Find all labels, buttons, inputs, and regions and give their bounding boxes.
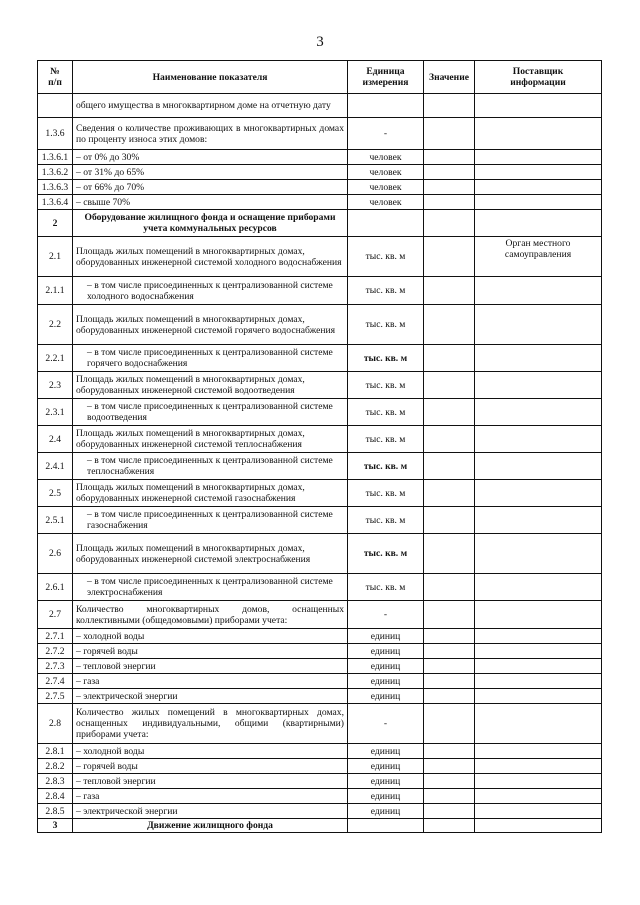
indicator-name: – газа — [73, 789, 348, 804]
information-supplier — [475, 534, 602, 574]
indicator-value — [424, 480, 475, 507]
table-row — [38, 94, 602, 118]
information-supplier — [475, 345, 602, 372]
table-row — [38, 345, 602, 372]
information-supplier — [475, 819, 602, 833]
row-number: 2.6 — [38, 534, 73, 574]
indicator-value — [424, 195, 475, 210]
row-number: 2.7.2 — [38, 644, 73, 659]
unit-of-measure: единиц — [348, 659, 424, 674]
indicator-value — [424, 659, 475, 674]
unit-of-measure: единиц — [348, 789, 424, 804]
table-row — [38, 744, 602, 759]
information-supplier — [475, 774, 602, 789]
row-number: 1.3.6.3 — [38, 180, 73, 195]
table-row — [38, 195, 602, 210]
unit-of-measure: единиц — [348, 759, 424, 774]
row-number: 2.7 — [38, 601, 73, 629]
table-row — [38, 165, 602, 180]
indicator-value — [424, 601, 475, 629]
indicator-value — [424, 744, 475, 759]
indicator-name: Количество многоквартирных домов, оснащенных коллективными (общедомовыми) приборами учета: — [73, 601, 348, 629]
unit-of-measure: тыс. кв. м — [348, 453, 424, 480]
indicator-name: – в том числе присоединенных к централизованной системе теплоснабжения — [73, 453, 348, 480]
information-supplier — [475, 94, 602, 118]
indicator-value — [424, 774, 475, 789]
row-number: 2 — [38, 210, 73, 237]
table-row — [38, 305, 602, 345]
header-supplier: Поставщик информации — [475, 61, 602, 94]
row-number: 2.7.3 — [38, 659, 73, 674]
indicator-name: общего имущества в многоквартирном доме на отчетную дату — [73, 94, 348, 118]
indicator-name: Площадь жилых помещений в многоквартирных домах, оборудованных инженерной системой газоснабжения — [73, 480, 348, 507]
unit-of-measure: тыс. кв. м — [348, 574, 424, 601]
row-number: 2.8.3 — [38, 774, 73, 789]
row-number — [38, 94, 73, 118]
indicator-value — [424, 759, 475, 774]
unit-of-measure: единиц — [348, 804, 424, 819]
table-row — [38, 804, 602, 819]
table-body — [38, 94, 602, 833]
indicator-value — [424, 165, 475, 180]
information-supplier — [475, 165, 602, 180]
indicator-name: – горячей воды — [73, 759, 348, 774]
unit-of-measure: - — [348, 704, 424, 744]
row-number: 2.8.5 — [38, 804, 73, 819]
indicator-name: – холодной воды — [73, 744, 348, 759]
row-number: 2.8.4 — [38, 789, 73, 804]
indicator-value — [424, 237, 475, 277]
information-supplier — [475, 507, 602, 534]
table-row — [38, 534, 602, 574]
header-value: Значение — [424, 61, 475, 94]
indicator-value — [424, 118, 475, 150]
table-row — [38, 150, 602, 165]
unit-of-measure: единиц — [348, 674, 424, 689]
unit-of-measure: человек — [348, 180, 424, 195]
indicator-value — [424, 507, 475, 534]
indicator-name: – в том числе присоединенных к централизованной системе горячего водоснабжения — [73, 345, 348, 372]
indicator-value — [424, 345, 475, 372]
indicator-name: – тепловой энергии — [73, 659, 348, 674]
row-number: 2.8 — [38, 704, 73, 744]
indicator-name: – от 31% до 65% — [73, 165, 348, 180]
table-row — [38, 819, 602, 833]
indicator-value — [424, 574, 475, 601]
information-supplier: Орган местного самоуправления — [475, 237, 602, 277]
indicator-value — [424, 804, 475, 819]
row-number: 2.1 — [38, 237, 73, 277]
unit-of-measure: - — [348, 601, 424, 629]
information-supplier — [475, 210, 602, 237]
indicator-name: – холодной воды — [73, 629, 348, 644]
table-row — [38, 789, 602, 804]
row-number: 2.2.1 — [38, 345, 73, 372]
information-supplier — [475, 180, 602, 195]
table-row — [38, 180, 602, 195]
unit-of-measure: тыс. кв. м — [348, 399, 424, 426]
table-row — [38, 759, 602, 774]
unit-of-measure: единиц — [348, 689, 424, 704]
indicator-name: – электрической энергии — [73, 689, 348, 704]
indicator-name: Сведения о количестве проживающих в многоквартирных домах по проценту износа этих домов: — [73, 118, 348, 150]
table-row — [38, 480, 602, 507]
indicator-value — [424, 180, 475, 195]
indicator-name: – в том числе присоединенных к централизованной системе водоотведения — [73, 399, 348, 426]
information-supplier — [475, 480, 602, 507]
unit-of-measure: тыс. кв. м — [348, 534, 424, 574]
information-supplier — [475, 453, 602, 480]
row-number: 2.3.1 — [38, 399, 73, 426]
row-number: 2.4.1 — [38, 453, 73, 480]
indicators-table — [37, 60, 602, 833]
row-number: 1.3.6.1 — [38, 150, 73, 165]
unit-of-measure — [348, 210, 424, 237]
indicator-value — [424, 399, 475, 426]
table-header-row — [38, 61, 602, 94]
indicator-name: Площадь жилых помещений в многоквартирных домах, оборудованных инженерной системой горячего водоснабжения — [73, 305, 348, 345]
indicator-name: Площадь жилых помещений в многоквартирных домах, оборудованных инженерной системой холодного водоснабжения — [73, 237, 348, 277]
information-supplier — [475, 659, 602, 674]
indicator-value — [424, 704, 475, 744]
indicator-value — [424, 372, 475, 399]
unit-of-measure: тыс. кв. м — [348, 305, 424, 345]
information-supplier — [475, 689, 602, 704]
unit-of-measure: человек — [348, 195, 424, 210]
row-number: 2.5.1 — [38, 507, 73, 534]
information-supplier — [475, 277, 602, 305]
indicator-value — [424, 819, 475, 833]
table-row — [38, 118, 602, 150]
unit-of-measure: тыс. кв. м — [348, 237, 424, 277]
information-supplier — [475, 372, 602, 399]
row-number: 2.5 — [38, 480, 73, 507]
unit-of-measure: тыс. кв. м — [348, 480, 424, 507]
row-number: 2.1.1 — [38, 277, 73, 305]
information-supplier — [475, 574, 602, 601]
table-row — [38, 704, 602, 744]
unit-of-measure: человек — [348, 150, 424, 165]
table-row — [38, 507, 602, 534]
information-supplier — [475, 150, 602, 165]
indicator-name: – в том числе присоединенных к централизованной системе электроснабжения — [73, 574, 348, 601]
information-supplier — [475, 804, 602, 819]
unit-of-measure: тыс. кв. м — [348, 277, 424, 305]
indicator-value — [424, 210, 475, 237]
information-supplier — [475, 629, 602, 644]
table-row — [38, 674, 602, 689]
table-row — [38, 659, 602, 674]
table-row — [38, 426, 602, 453]
row-number: 2.7.1 — [38, 629, 73, 644]
row-number: 2.7.5 — [38, 689, 73, 704]
table-row — [38, 574, 602, 601]
unit-of-measure: тыс. кв. м — [348, 426, 424, 453]
indicator-value — [424, 305, 475, 345]
indicator-name: Оборудование жилищного фонда и оснащение приборами учета коммунальных ресурсов — [73, 210, 348, 237]
indicator-name: – в том числе присоединенных к централизованной системе холодного водоснабжения — [73, 277, 348, 305]
header-unit: Единица измерения — [348, 61, 424, 94]
information-supplier — [475, 644, 602, 659]
row-number: 2.8.2 — [38, 759, 73, 774]
table-row — [38, 277, 602, 305]
indicator-name: – газа — [73, 674, 348, 689]
information-supplier — [475, 195, 602, 210]
indicator-value — [424, 689, 475, 704]
information-supplier — [475, 118, 602, 150]
row-number: 1.3.6 — [38, 118, 73, 150]
row-number: 2.2 — [38, 305, 73, 345]
indicator-value — [424, 789, 475, 804]
indicator-value — [424, 426, 475, 453]
row-number: 2.3 — [38, 372, 73, 399]
table-row — [38, 629, 602, 644]
information-supplier — [475, 674, 602, 689]
indicator-value — [424, 94, 475, 118]
information-supplier — [475, 601, 602, 629]
information-supplier — [475, 744, 602, 759]
indicator-value — [424, 150, 475, 165]
table-row — [38, 453, 602, 480]
indicator-name: – электрической энергии — [73, 804, 348, 819]
information-supplier — [475, 759, 602, 774]
information-supplier — [475, 399, 602, 426]
information-supplier — [475, 426, 602, 453]
unit-of-measure: - — [348, 118, 424, 150]
indicator-value — [424, 277, 475, 305]
unit-of-measure: единиц — [348, 644, 424, 659]
information-supplier — [475, 305, 602, 345]
indicator-name: – тепловой энергии — [73, 774, 348, 789]
indicator-name: Площадь жилых помещений в многоквартирных домах, оборудованных инженерной системой теплоснабжения — [73, 426, 348, 453]
row-number: 2.4 — [38, 426, 73, 453]
table-row — [38, 399, 602, 426]
indicator-name: – от 66% до 70% — [73, 180, 348, 195]
indicator-value — [424, 644, 475, 659]
indicator-value — [424, 629, 475, 644]
unit-of-measure: тыс. кв. м — [348, 507, 424, 534]
row-number: 2.8.1 — [38, 744, 73, 759]
unit-of-measure: человек — [348, 165, 424, 180]
indicator-name: – свыше 70% — [73, 195, 348, 210]
unit-of-measure: единиц — [348, 744, 424, 759]
indicator-value — [424, 534, 475, 574]
indicator-name: Количество жилых помещений в многоквартирных домах, оснащенных индивидуальными, общими (квартирными) приборами учета: — [73, 704, 348, 744]
table-row — [38, 601, 602, 629]
table-row — [38, 372, 602, 399]
indicator-name: – от 0% до 30% — [73, 150, 348, 165]
unit-of-measure: единиц — [348, 629, 424, 644]
unit-of-measure — [348, 94, 424, 118]
row-number: 1.3.6.4 — [38, 195, 73, 210]
unit-of-measure: тыс. кв. м — [348, 345, 424, 372]
table-row — [38, 644, 602, 659]
page-number: 3 — [316, 34, 324, 50]
information-supplier — [475, 704, 602, 744]
indicator-name: Движение жилищного фонда — [73, 819, 348, 833]
unit-of-measure: единиц — [348, 774, 424, 789]
table-row — [38, 774, 602, 789]
indicator-name: Площадь жилых помещений в многоквартирных домах, оборудованных инженерной системой водоотведения — [73, 372, 348, 399]
table-row — [38, 237, 602, 277]
indicator-name: – горячей воды — [73, 644, 348, 659]
indicator-value — [424, 453, 475, 480]
table-row — [38, 210, 602, 237]
row-number: 2.7.4 — [38, 674, 73, 689]
row-number: 2.6.1 — [38, 574, 73, 601]
unit-of-measure — [348, 819, 424, 833]
unit-of-measure: тыс. кв. м — [348, 372, 424, 399]
indicator-name: – в том числе присоединенных к централизованной системе газоснабжения — [73, 507, 348, 534]
indicator-name: Площадь жилых помещений в многоквартирных домах, оборудованных инженерной системой электроснабжения — [73, 534, 348, 574]
header-name: Наименование показателя — [73, 61, 348, 94]
information-supplier — [475, 789, 602, 804]
row-number: 3 — [38, 819, 73, 833]
table-row — [38, 689, 602, 704]
header-num: № п/п — [38, 61, 73, 94]
row-number: 1.3.6.2 — [38, 165, 73, 180]
indicator-value — [424, 674, 475, 689]
